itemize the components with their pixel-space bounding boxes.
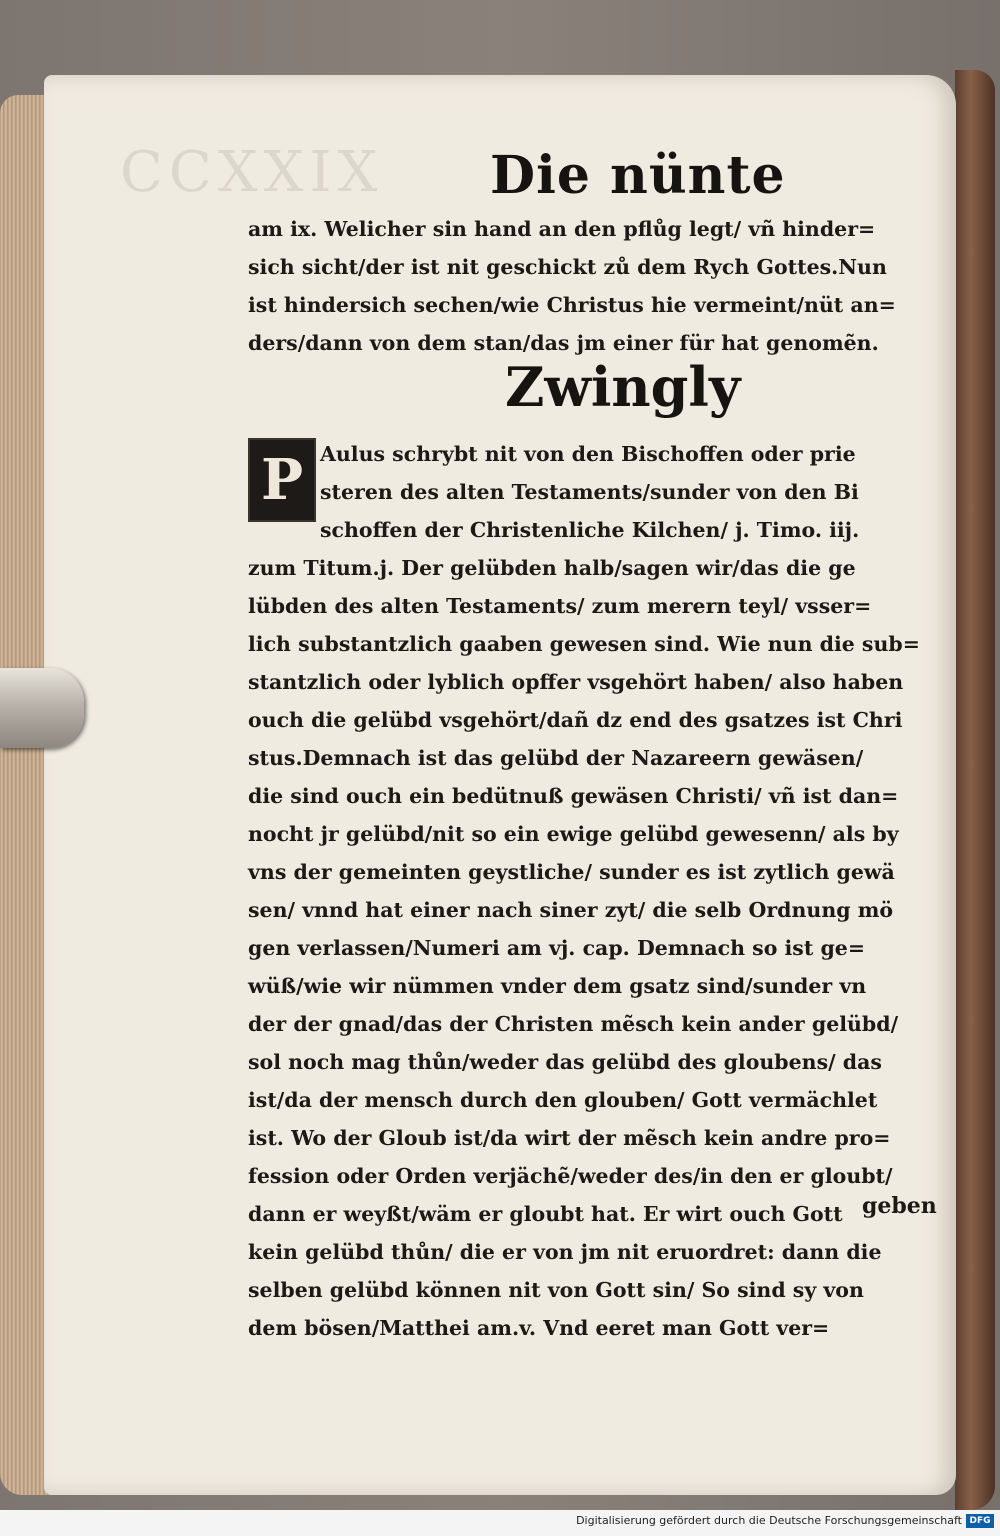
text-line: ouch die gelübd vsgehört/dañ dz end des gsatzes ist Chri — [248, 708, 903, 732]
text-line: fession oder Orden verjächẽ/weder des/in den er gloubt/ — [248, 1164, 893, 1188]
text-line: ders/dann von dem stan/das jm einer für hat genomẽn. — [248, 331, 879, 355]
footer-credit: Digitalisierung gefördert durch die Deutsche Forschungsgemeinschaft — [576, 1514, 962, 1527]
text-line: Aulus schrybt nit von den Bischoffen oder prie — [320, 442, 856, 466]
text-line: steren des alten Testaments/sunder von den Bi — [320, 480, 859, 504]
text-line: sen/ vnnd hat einer nach siner zyt/ die selb Ordnung mö — [248, 898, 894, 922]
book-binding-edge — [955, 70, 995, 1510]
text-line: der der gnad/das der Christen mẽsch kein ander gelübd/ — [248, 1012, 899, 1036]
text-line: nocht jr gelübd/nit so ein ewige gelübd gewesenn/ als by — [248, 822, 899, 846]
bleed-through-text: CCXXIX — [120, 140, 384, 205]
text-line: vns der gemeinten geystliche/ sunder es ist zytlich gewä — [248, 860, 895, 884]
text-line: dann er weyßt/wäm er gloubt hat. Er wirt ouch Gott — [248, 1202, 843, 1226]
catchword: geben — [862, 1193, 937, 1219]
text-line: stus.Demnach ist das gelübd der Nazareern gewäsen/ — [248, 746, 864, 770]
text-line: ist hindersich sechen/wie Christus hie vermeint/nüt an= — [248, 293, 896, 317]
text-line: kein gelübd thůn/ die er von jm nit eruordret: dann die — [248, 1240, 882, 1264]
text-line: die sind ouch ein bedütnuß gewäsen Christi/ vñ ist dan= — [248, 784, 899, 808]
text-line: gen verlassen/Numeri am vj. cap. Demnach so ist ge= — [248, 936, 866, 960]
section-heading: Zwingly — [505, 355, 741, 419]
top-paragraph — [248, 210, 936, 362]
text-line: sol noch mag thůn/weder das gelübd des gloubens/ das — [248, 1050, 882, 1074]
dfg-logo: DFG — [966, 1514, 994, 1528]
text-line: wüß/wie wir nümmen vnder dem gsatz sind/sunder vn — [248, 974, 867, 998]
body-paragraph — [248, 435, 936, 1347]
text-line: zum Titum.j. Der gelübden halb/sagen wir/das die ge — [248, 556, 856, 580]
text-line: lübden des alten Testaments/ zum merern teyl/ vsser= — [248, 594, 872, 618]
text-line: selben gelübd können nit von Gott sin/ So sind sy von — [248, 1278, 864, 1302]
text-line: lich substantzlich gaaben gewesen sind. Wie nun die sub= — [248, 632, 920, 656]
text-line: sich sicht/der ist nit geschickt zů dem Rych Gottes.Nun — [248, 255, 887, 279]
text-line: dem bösen/Matthei am.v. Vnd eeret man Gott ver= — [248, 1316, 830, 1340]
text-line: am ix. Welicher sin hand an den pflůg legt/ vñ hinder= — [248, 217, 876, 241]
text-line: ist/da der mensch durch den glouben/ Gott vermächlet — [248, 1088, 878, 1112]
text-line: ist. Wo der Gloub ist/da wirt der mẽsch kein andre pro= — [248, 1126, 891, 1150]
page-heading: Die nünte — [490, 145, 786, 206]
decorated-initial: P — [248, 438, 316, 522]
text-line: schoffen der Christenliche Kilchen/ j. Timo. iij. — [320, 518, 860, 542]
page-clip — [0, 668, 84, 748]
text-line: stantzlich oder lyblich opffer vsgehört haben/ also haben — [248, 670, 904, 694]
